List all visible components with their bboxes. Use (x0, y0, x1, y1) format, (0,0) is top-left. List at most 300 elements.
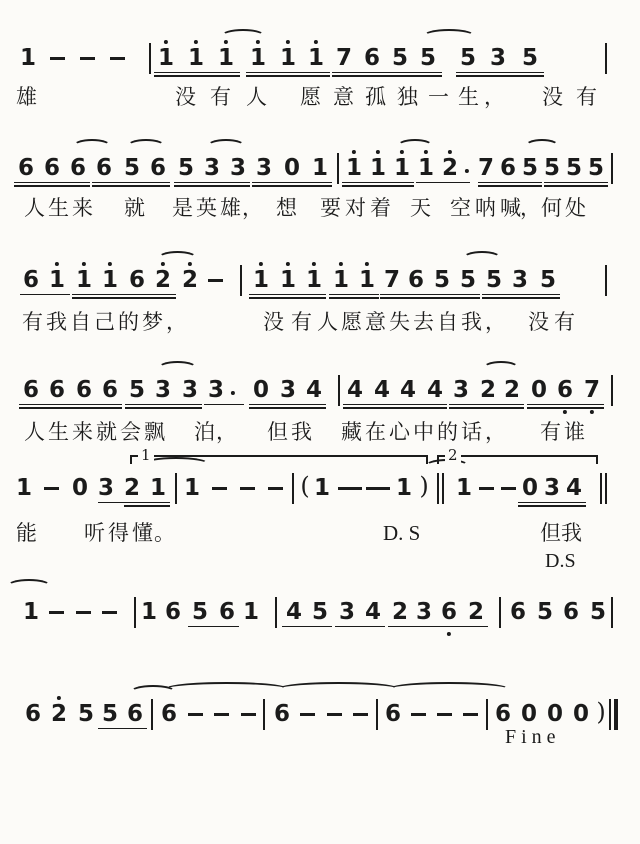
note-digit: 6 (24, 701, 42, 727)
double-barline (605, 473, 607, 504)
lyric-text: 会 (120, 420, 141, 444)
barline (605, 265, 607, 296)
barline (376, 699, 378, 730)
lyric-text: 有 (540, 420, 561, 444)
beam-line (20, 294, 70, 296)
lyric-text: 是 (172, 196, 193, 220)
beam-line (449, 407, 524, 409)
barline (499, 597, 501, 628)
beam-line (544, 185, 608, 187)
barline (611, 597, 613, 628)
beam-line (416, 182, 470, 184)
duration-dash (214, 713, 229, 716)
rest-digit: 0 (546, 701, 564, 727)
lyric-text: 我 (46, 310, 67, 334)
volta-tick (426, 455, 428, 464)
note-digit: 4 (346, 377, 364, 403)
lyric-text: 何 (541, 196, 562, 220)
note-digit: 3 (154, 377, 172, 403)
octave-dot-low (590, 410, 594, 414)
lyric-text: 没 (542, 85, 563, 109)
note-digit: 4 (373, 377, 391, 403)
octave-dot-high (194, 40, 198, 44)
beam-line (249, 407, 326, 409)
slur-arc (221, 29, 265, 43)
lyric-text: 人 (24, 420, 45, 444)
note-digit: 7 (583, 377, 601, 403)
lyric-text: 来 (72, 420, 93, 444)
note-digit: 6 (69, 155, 87, 181)
note-digit: 2 (154, 267, 172, 293)
barline (605, 43, 607, 74)
double-barline (600, 473, 602, 504)
note-digit: 3 (452, 377, 470, 403)
note-digit: 6 (494, 701, 512, 727)
note-digit: 4 (565, 475, 583, 501)
note-digit: 6 (126, 701, 144, 727)
beam-line (72, 297, 176, 299)
note-digit: 1 (279, 267, 297, 293)
barline (275, 597, 277, 628)
lyric-text: 的 (118, 310, 139, 334)
lyric-text: 意 (333, 85, 354, 109)
beam-line (98, 728, 147, 730)
lyric-text: 喊 (500, 196, 521, 220)
lyric-text: 空 (450, 196, 471, 220)
octave-dot-high (259, 262, 263, 266)
lyric-text: 生 (48, 196, 69, 220)
beam-line (527, 404, 604, 406)
lyric-text: 藏 (341, 420, 362, 444)
slur-arc (164, 682, 289, 696)
beam-line (72, 294, 176, 296)
note-digit: 1 (417, 155, 435, 181)
beam-line (544, 182, 608, 184)
lyric-text: 人 (246, 85, 267, 109)
beam-line (252, 182, 332, 184)
beam-line (19, 407, 122, 409)
lyric-text: 人 (317, 310, 338, 334)
lyric-text: 自 (437, 310, 458, 334)
note-digit: 1 (393, 155, 411, 181)
beam-line (125, 407, 202, 409)
note-digit: 3 (489, 45, 507, 71)
lyric-text: 梦 (142, 310, 163, 334)
note-digit: 7 (335, 45, 353, 71)
lyric-text: 生 (48, 420, 69, 444)
note-digit: 4 (364, 599, 382, 625)
lyric-text: 的 (437, 420, 458, 444)
rest-digit: 0 (572, 701, 590, 727)
volta-tick (596, 455, 598, 464)
beam-line (482, 294, 560, 296)
lyric-text: 愿 (300, 85, 321, 109)
note-digit: 6 (48, 377, 66, 403)
duration-dash (241, 713, 256, 716)
barline (338, 375, 340, 406)
beam-line (249, 404, 326, 406)
note-digit: 6 (440, 599, 458, 625)
lyric-text: 一 (428, 85, 449, 109)
duration-dash (44, 487, 59, 490)
beam-line (342, 182, 414, 184)
octave-dot-high (55, 262, 59, 266)
volta-bracket-1 (130, 455, 428, 457)
note-digit: 6 (101, 377, 119, 403)
note-digit: 5 (539, 267, 557, 293)
note-digit: 5 (311, 599, 329, 625)
lyric-text: 雄 (220, 196, 241, 220)
note-digit: 2 (479, 377, 497, 403)
lyric-text: ， (242, 196, 263, 220)
note-digit: 3 (415, 599, 433, 625)
octave-dot-high (448, 150, 452, 154)
beam-line (518, 505, 586, 507)
barline (611, 375, 613, 406)
note-digit: 5 (123, 155, 141, 181)
barline (240, 265, 242, 296)
lyric-text: 要 (320, 196, 341, 220)
note-digit: 2 (181, 267, 199, 293)
volta-bracket-2 (437, 455, 598, 457)
note-digit: 5 (77, 701, 95, 727)
lyric-text: 谁 (564, 420, 585, 444)
beam-line (174, 182, 250, 184)
double-barline (437, 473, 439, 504)
note-digit: 4 (399, 377, 417, 403)
note-digit: 3 (511, 267, 529, 293)
lyric-text: 但我 (540, 521, 582, 545)
duration-dash (411, 713, 426, 716)
beam-line (125, 404, 202, 406)
barline (611, 153, 613, 184)
note-digit: 1 (217, 45, 235, 71)
note-digit: 1 (19, 45, 37, 71)
note-digit: 4 (426, 377, 444, 403)
slur-arc (158, 251, 197, 265)
note-digit: 1 (157, 45, 175, 71)
beam-line (246, 75, 330, 77)
lyric-text: 愿 (341, 310, 362, 334)
note-digit: 6 (17, 155, 35, 181)
note-digit: 2 (50, 701, 68, 727)
lyric-text: 飘 (144, 420, 165, 444)
lyric-text: ， (520, 196, 541, 220)
slur-arc (73, 139, 111, 153)
duration-dash (212, 487, 227, 490)
note-digit: 3 (97, 475, 115, 501)
note-digit: 1 (358, 267, 376, 293)
duration-dash (353, 713, 368, 716)
note-digit: 1 (242, 599, 260, 625)
lyric-text: 。 (154, 521, 175, 545)
beam-line (329, 294, 379, 296)
note-digit: 5 (459, 267, 477, 293)
volta-tick (437, 455, 439, 464)
slur-arc (158, 361, 197, 375)
lyric-text: 得 (108, 521, 129, 545)
barline (263, 699, 265, 730)
lyric-text: 意 (365, 310, 386, 334)
beam-line (329, 297, 379, 299)
note-digit: 3 (229, 155, 247, 181)
octave-dot-high (108, 262, 112, 266)
lyric-text: 有 (22, 310, 43, 334)
note-digit: 1 (305, 267, 323, 293)
slur-arc (463, 251, 501, 265)
lyric-text: 就 (124, 196, 145, 220)
lyric-text: 能 (16, 521, 37, 545)
note-digit: 6 (556, 377, 574, 403)
note-digit: 1 (183, 475, 201, 501)
note-digit: 6 (499, 155, 517, 181)
parenthesis: ( (300, 472, 310, 500)
duration-dash (501, 487, 516, 490)
parenthesis: ) (596, 698, 606, 726)
note-digit: 3 (338, 599, 356, 625)
octave-dot-high (365, 262, 369, 266)
octave-dot-high (57, 696, 61, 700)
duration-dash (80, 57, 95, 60)
note-digit: 5 (177, 155, 195, 181)
beam-line (482, 297, 560, 299)
note-digit: 5 (433, 267, 451, 293)
slur-arc (388, 682, 510, 696)
slur-arc (423, 29, 475, 43)
beam-line (19, 404, 122, 406)
note-digit: 1 (48, 267, 66, 293)
fine-mark: F i n e (505, 726, 556, 748)
duration-dash (208, 279, 223, 282)
note-digit: 1 (307, 45, 325, 71)
note-digit: 6 (384, 701, 402, 727)
note-digit: 6 (43, 155, 61, 181)
note-digit: 5 (521, 45, 539, 71)
note-digit: 5 (589, 599, 607, 625)
note-digit: 6 (562, 599, 580, 625)
beam-line (518, 502, 586, 504)
volta-number: 1 (138, 448, 154, 463)
beam-line (174, 185, 250, 187)
lyric-text: 处 (565, 196, 586, 220)
rest-digit: 0 (521, 475, 539, 501)
lyric-text: 有 (210, 85, 231, 109)
note-digit: 2 (441, 155, 459, 181)
augmentation-dot (465, 169, 469, 173)
beam-line (282, 626, 332, 628)
note-digit: 1 (149, 475, 167, 501)
note-digit: 3 (203, 155, 221, 181)
beam-line (14, 182, 90, 184)
lyric-text: 想 (276, 196, 297, 220)
duration-dash (300, 713, 315, 716)
lyric-text: ， (485, 420, 506, 444)
lyric-text: 有 (576, 85, 597, 109)
slur-arc (397, 139, 433, 153)
octave-dot-low (447, 632, 451, 636)
note-digit: 3 (543, 475, 561, 501)
note-digit: 2 (467, 599, 485, 625)
barline (151, 699, 153, 730)
note-digit: 1 (75, 267, 93, 293)
lyric-text: 我 (291, 420, 312, 444)
note-digit: 5 (536, 599, 554, 625)
note-digit: 6 (273, 701, 291, 727)
lyric-text: 泊 (194, 420, 215, 444)
lyric-text: 生 (458, 85, 479, 109)
note-digit: 6 (128, 267, 146, 293)
note-digit: 1 (140, 599, 158, 625)
volta-number: 2 (445, 448, 461, 463)
lyric-text: 话 (461, 420, 482, 444)
lyric-text: 有 (291, 310, 312, 334)
octave-dot-high (286, 262, 290, 266)
duration-dash (437, 713, 452, 716)
octave-dot-high (164, 40, 168, 44)
lyric-text: 有 (554, 310, 575, 334)
duration-dash (327, 713, 342, 716)
duration-dash (240, 487, 255, 490)
double-barline (442, 473, 444, 504)
note-digit: 1 (22, 599, 40, 625)
note-digit: 5 (101, 701, 119, 727)
note-digit: 2 (123, 475, 141, 501)
lyric-text: D. S (383, 521, 421, 545)
duration-dash (50, 57, 65, 60)
note-digit: 6 (149, 155, 167, 181)
note-digit: 6 (95, 155, 113, 181)
beam-line (478, 185, 542, 187)
octave-dot-high (339, 262, 343, 266)
duration-dash (479, 487, 494, 490)
note-digit: 5 (521, 155, 539, 181)
barline (337, 153, 339, 184)
beam-line (527, 407, 604, 409)
note-digit: 6 (164, 599, 182, 625)
rest-digit: 0 (283, 155, 301, 181)
note-digit: 4 (285, 599, 303, 625)
ds-al-segno-mark: D.S (545, 550, 576, 572)
note-digit: 1 (369, 155, 387, 181)
note-digit: 6 (160, 701, 178, 727)
rest-digit: 0 (252, 377, 270, 403)
lyric-text: 但 (267, 420, 288, 444)
note-digit: 5 (587, 155, 605, 181)
beam-line (249, 297, 326, 299)
final-barline (609, 699, 611, 730)
lyric-text: 没 (528, 310, 549, 334)
beam-line (342, 185, 414, 187)
lyric-text: 人 (24, 196, 45, 220)
lyric-text: 独 (397, 85, 418, 109)
beam-line (380, 297, 480, 299)
lyric-text: 心 (389, 420, 410, 444)
octave-dot-high (286, 40, 290, 44)
note-digit: 5 (565, 155, 583, 181)
note-digit: 1 (249, 45, 267, 71)
note-digit: 1 (15, 475, 33, 501)
beam-line (92, 182, 170, 184)
note-digit: 1 (395, 475, 413, 501)
lyric-text: ， (166, 310, 187, 334)
lyric-text: 在 (365, 420, 386, 444)
lyric-text: 没 (263, 310, 284, 334)
slur-arc (207, 139, 245, 153)
barline (149, 43, 151, 74)
barline (175, 473, 177, 504)
tie-dash (338, 487, 362, 490)
note-digit: 6 (75, 377, 93, 403)
beam-line (154, 72, 240, 74)
lyric-text: 懂 (132, 521, 153, 545)
beam-line (478, 182, 542, 184)
final-barline (614, 699, 618, 730)
duration-dash (49, 611, 64, 614)
note-digit: 5 (191, 599, 209, 625)
note-digit: 6 (22, 267, 40, 293)
note-digit: 3 (255, 155, 273, 181)
duration-dash (76, 611, 91, 614)
note-digit: 1 (313, 475, 331, 501)
slur-arc (483, 361, 519, 375)
slur-arc (277, 682, 400, 696)
note-digit: 6 (363, 45, 381, 71)
note-digit: 5 (485, 267, 503, 293)
beam-line (92, 185, 170, 187)
lyric-text: 我 (461, 310, 482, 334)
beam-line (204, 404, 244, 406)
lyric-text: 孤 (365, 85, 386, 109)
lyric-text: 失 (389, 310, 410, 334)
rest-digit: 0 (520, 701, 538, 727)
lyric-text: ， (485, 310, 506, 334)
note-digit: 7 (383, 267, 401, 293)
beam-line (332, 72, 442, 74)
octave-dot-high (312, 262, 316, 266)
note-digit: 6 (509, 599, 527, 625)
note-digit: 1 (455, 475, 473, 501)
lyric-text: 着 (370, 196, 391, 220)
beam-line (388, 626, 488, 628)
duration-dash (110, 57, 125, 60)
beam-line (343, 407, 447, 409)
lyric-text: 听 (84, 521, 105, 545)
lyric-text: 对 (345, 196, 366, 220)
beam-line (380, 294, 480, 296)
barline (292, 473, 294, 504)
note-digit: 6 (218, 599, 236, 625)
note-digit: 6 (407, 267, 425, 293)
beam-line (188, 626, 239, 628)
octave-dot-high (376, 150, 380, 154)
note-digit: 5 (543, 155, 561, 181)
note-digit: 5 (419, 45, 437, 71)
lyric-text: 英 (196, 196, 217, 220)
beam-line (98, 502, 170, 504)
augmentation-dot (231, 391, 235, 395)
barline (486, 699, 488, 730)
lyric-text: 天 (410, 196, 431, 220)
rest-digit: 0 (71, 475, 89, 501)
lyric-text: 就 (96, 420, 117, 444)
note-digit: 3 (279, 377, 297, 403)
note-digit: 5 (459, 45, 477, 71)
lyric-text: 呐 (475, 196, 496, 220)
beam-line (456, 75, 544, 77)
note-digit: 1 (252, 267, 270, 293)
lyric-text: 没 (175, 85, 196, 109)
beam-line (456, 72, 544, 74)
